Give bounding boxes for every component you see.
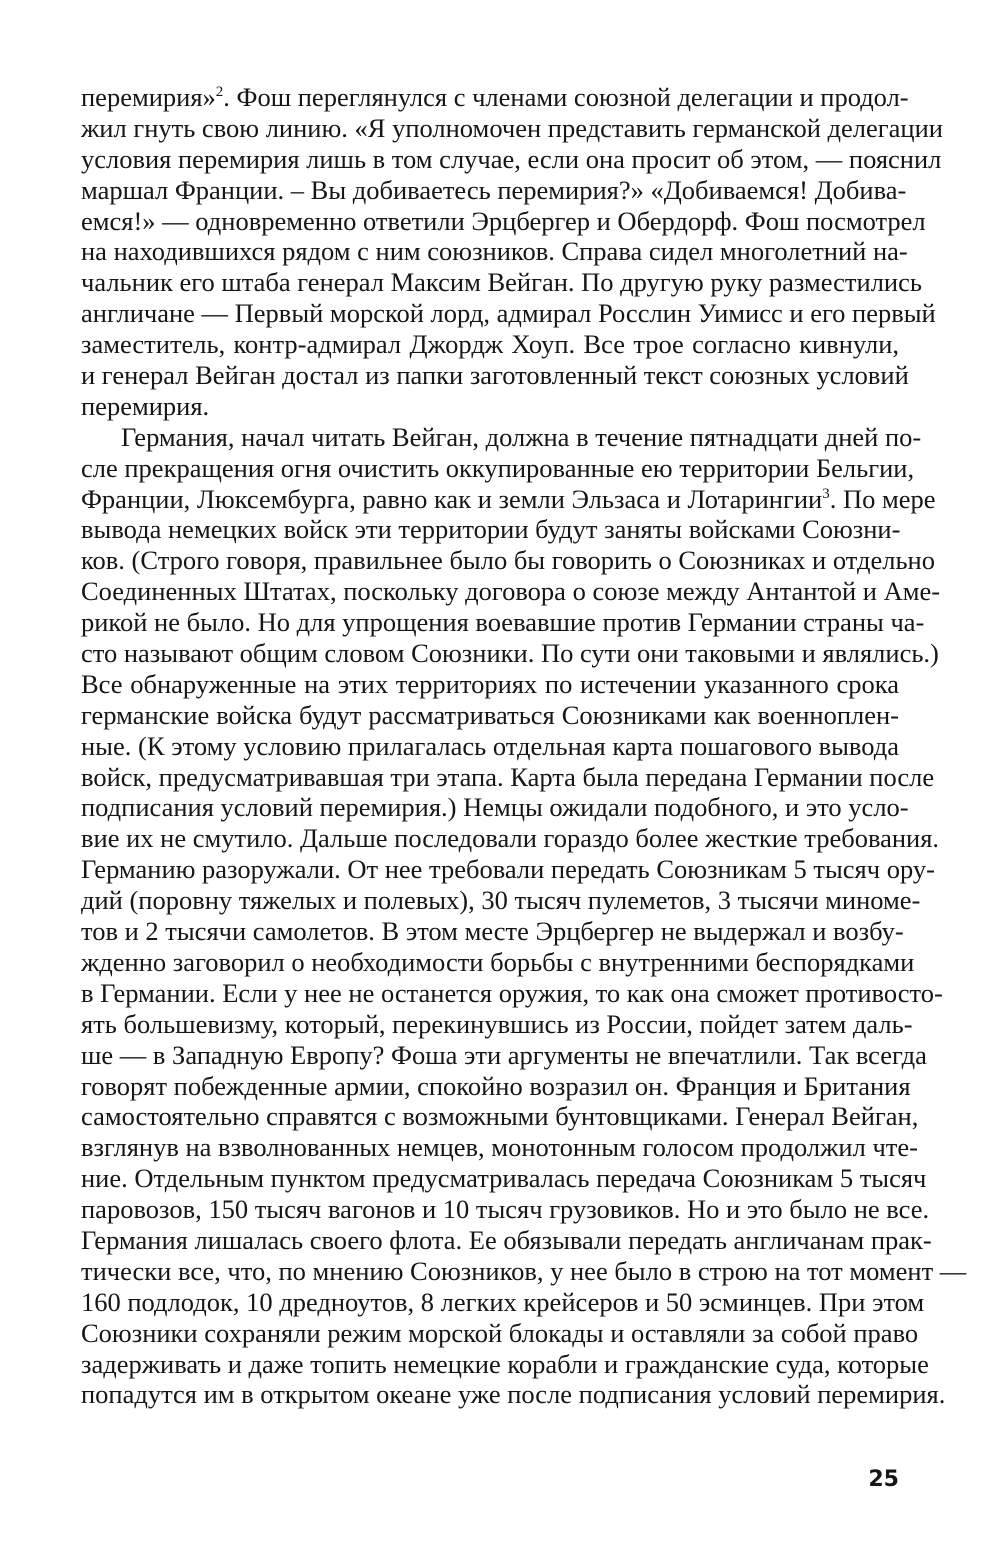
text-line: дий (поровну тяжелых и полевых), 30 тысяч пулеметов, 3 тысячи миноме- xyxy=(81,885,921,916)
text-line: чальник его штаба генерал Максим Вейган. По другую руку разместились xyxy=(81,267,922,298)
paragraph xyxy=(81,421,967,1411)
text-line: жденно заговорил о необходимости борьбы с внутренними беспорядками xyxy=(81,946,915,977)
text-line: подписания условий перемирия.) Немцы ожидали подобного, и это усло- xyxy=(81,792,909,823)
text-line: Германию разоружали. От нее требовали передать Союзникам 5 тысяч ору- xyxy=(81,854,935,885)
paragraph xyxy=(81,82,943,422)
text-line: ные. (К этому условию прилагалась отдельная карта пошагового вывода xyxy=(81,730,899,761)
text-line: вывода немецких войск эти территории будут заняты войсками Союзни- xyxy=(81,514,901,545)
text-line: заместитель, контр-адмирал Джордж Хоуп. Все трое согласно кивнули, xyxy=(81,329,899,360)
text-line: самостоятельно справятся с возможными бунтовщиками. Генерал Вейган, xyxy=(81,1101,919,1132)
footnote-marker: 3 xyxy=(822,485,830,502)
text-line: вие их не смутило. Дальше последовали гораздо более жесткие требования. xyxy=(81,823,940,854)
text-line: емся!» — одновременно ответили Эрцбергер и Обердорф. Фош посмотрел xyxy=(81,205,926,236)
text-line: ние. Отдельным пунктом предусматривалась передача Союзникам 5 тысяч xyxy=(81,1163,927,1194)
text-line: Германия, начал читать Вейган, должна в течение пятнадцати дней по- xyxy=(121,421,922,452)
text-line: сле прекращения огня очистить оккупированные ею территории Бельгии, xyxy=(81,452,915,483)
text-line: попадутся им в открытом океане уже после подписания условий перемирия. xyxy=(81,1379,946,1410)
text-line: говорят побежденные армии, спокойно возразил он. Франция и Британия xyxy=(81,1070,911,1101)
text-line: и генерал Вейган достал из папки заготовленный текст союзных условий xyxy=(81,360,909,391)
text-line: Германия лишалась своего флота. Ее обязывали передать англичанам прак- xyxy=(81,1224,932,1255)
text-line: войск, предусматривавшая три этапа. Карта была передана Германии после xyxy=(81,761,935,792)
text-line: в Германии. Если у нее не останется оружия, то как она сможет противосто- xyxy=(81,977,943,1008)
text-line: маршал Франции. – Вы добиваетесь перемирия?» «Добиваемся! Добива- xyxy=(81,174,907,205)
text-line: перемирия»$^2$. Фош переглянулся с членами союзной делегации и продол- xyxy=(81,82,909,112)
text-line: жил гнуть свою линию. «Я уполномочен представить германской делегации xyxy=(81,112,943,143)
text-line: германские войска будут рассматриваться Союзниками как военноплен- xyxy=(81,699,899,730)
text-line: тов и 2 тысячи самолетов. В этом месте Эрцбергер не выдержал и возбу- xyxy=(81,916,904,947)
text-line: паровозов, 150 тысяч вагонов и 10 тысяч грузовиков. Но и это было не все. xyxy=(81,1194,930,1225)
text-line: ков. (Строго говоря, правильнее было бы говорить о Союзниках и отдельно xyxy=(81,545,935,576)
text-line: англичане — Первый морской лорд, адмирал Росслин Уимисс и его первый xyxy=(81,298,936,329)
text-line: рикой не было. Но для упрощения воевавшие против Германии страны ча- xyxy=(81,607,925,638)
text-line: взглянув на взволнованных немцев, монотонным голосом продолжил чте- xyxy=(81,1132,918,1163)
text-line: Соединенных Штатах, поскольку договора о союзе между Антантой и Аме- xyxy=(81,576,941,607)
footnote-marker: 2 xyxy=(215,84,224,100)
text-line: ять большевизму, который, перекинувшись из России, пойдет затем даль- xyxy=(81,1008,913,1039)
text-line: на находившихся рядом с ним союзников. Справа сидел многолетний на- xyxy=(81,236,908,267)
text-line: Союзники сохраняли режим морской блокады и оставляли за собой право xyxy=(81,1317,919,1348)
text-line: условия перемирия лишь в том случае, если она просит об этом, — пояснил xyxy=(81,143,942,174)
text-line: Все обнаруженные на этих территориях по истечении указанного срока xyxy=(81,668,899,699)
text-line: 160 подлодок, 10 дредноутов, 8 легких крейсеров и 50 эсминцев. При этом xyxy=(81,1286,925,1317)
text-line: перемирия. xyxy=(81,390,210,421)
page-number: 25 xyxy=(868,1467,899,1492)
text-line: сто называют общим словом Союзники. По сути они таковыми и являлись.) xyxy=(81,638,939,669)
text-line: ше — в Западную Европу? Фоша эти аргументы не впечатлили. Так всегда xyxy=(81,1039,927,1070)
body-text xyxy=(81,82,967,1410)
text-line: тически все, что, по мнению Союзников, у нее было в строю на тот момент — xyxy=(81,1255,967,1286)
text-line: Франции, Люксембурга, равно как и земли Эльзаса и Лотарингии$^3$. По мере xyxy=(81,483,936,514)
text-line: задерживать и даже топить немецкие корабли и гражданские суда, которые xyxy=(81,1348,929,1379)
